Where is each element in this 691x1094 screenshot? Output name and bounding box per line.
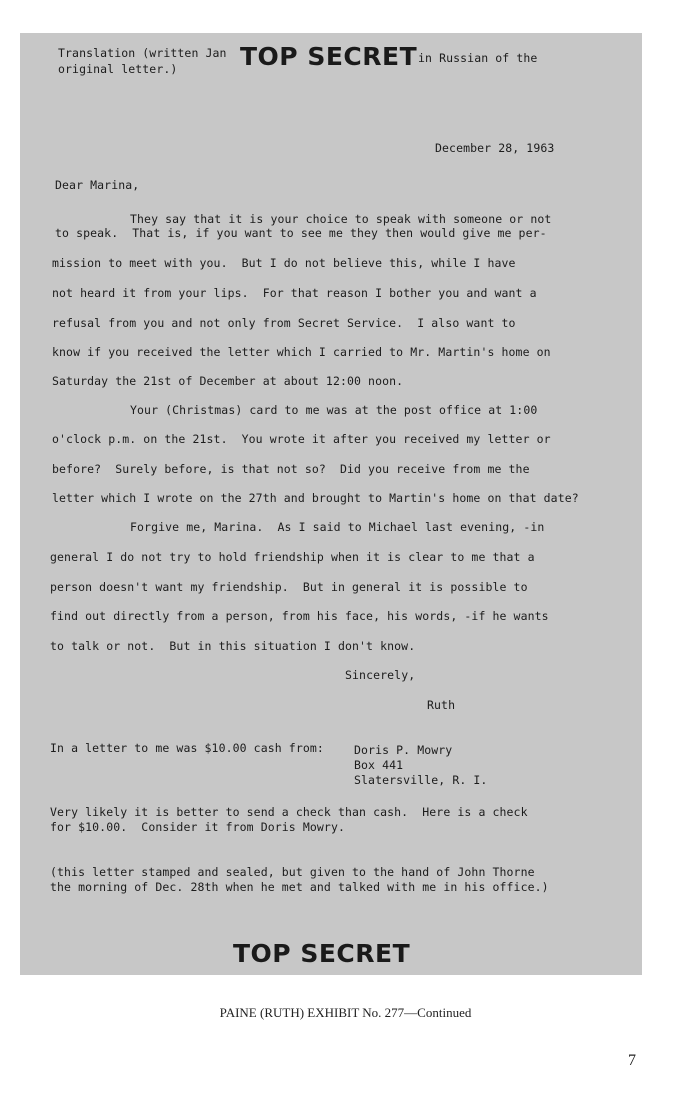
header-line-1-right: in Russian of the: [418, 51, 538, 65]
p1-line: know if you received the letter which I carried to Mr. Martin's home on: [52, 345, 551, 359]
address-line: Box 441: [354, 758, 404, 772]
top-secret-stamp-top: TOP SECRET: [240, 42, 418, 71]
header-line-1-left: Translation (written Jan: [58, 46, 227, 60]
p2-line: before? Surely before, is that not so? Did you receive from me the: [52, 462, 530, 476]
check-line: Very likely it is better to send a check than cash. Here is a check: [50, 805, 528, 819]
exhibit-caption: PAINE (RUTH) EXHIBIT No. 277—Continued: [219, 1005, 472, 1020]
p1-line: mission to meet with you. But I do not believe this, while I have: [52, 256, 516, 270]
note-line: the morning of Dec. 28th when he met and talked with me in his office.): [50, 880, 549, 894]
p1-line: Saturday the 21st of December at about 12:00 noon.: [52, 374, 404, 388]
p1-line: not heard it from your lips. For that reason I bother you and want a: [52, 286, 537, 300]
p2-line: o'clock p.m. on the 21st. You wrote it after you received my letter or: [52, 432, 551, 446]
top-secret-stamp-bottom: TOP SECRET: [233, 939, 411, 968]
p3-line: person doesn't want my friendship. But in general it is possible to: [50, 580, 528, 594]
salutation: Dear Marina,: [55, 178, 140, 192]
p3-line: general I do not try to hold friendship when it is clear to me that a: [50, 550, 535, 564]
address-line: Doris P. Mowry: [354, 743, 453, 757]
p2-line: Your (Christmas) card to me was at the post office at 1:00: [130, 403, 538, 417]
check-line: for $10.00. Consider it from Doris Mowry.: [50, 820, 345, 834]
note-line: (this letter stamped and sealed, but given to the hand of John Thorne: [50, 865, 535, 879]
closing: Sincerely,: [345, 668, 416, 682]
p1-line: refusal from you and not only from Secret Service. I also want to: [52, 316, 516, 330]
p3-line: to talk or not. But in this situation I don't know.: [50, 639, 416, 653]
p2-line: letter which I wrote on the 27th and brought to Martin's home on that date?: [52, 491, 579, 505]
p1-line: to speak. That is, if you want to see me they then would give me per-: [55, 226, 547, 240]
signature: Ruth: [427, 698, 456, 712]
p3-line: Forgive me, Marina. As I said to Michael last evening, -in: [130, 520, 545, 534]
letter-date: December 28, 1963: [435, 141, 555, 155]
p1-line: They say that it is your choice to speak with someone or not: [130, 212, 552, 226]
address-line: Slatersville, R. I.: [354, 773, 488, 787]
cash-line: In a letter to me was $10.00 cash from:: [50, 741, 324, 755]
p3-line: find out directly from a person, from his face, his words, -if he wants: [50, 609, 549, 623]
header-line-2: original letter.): [58, 62, 178, 76]
page-number: 7: [628, 1052, 636, 1069]
